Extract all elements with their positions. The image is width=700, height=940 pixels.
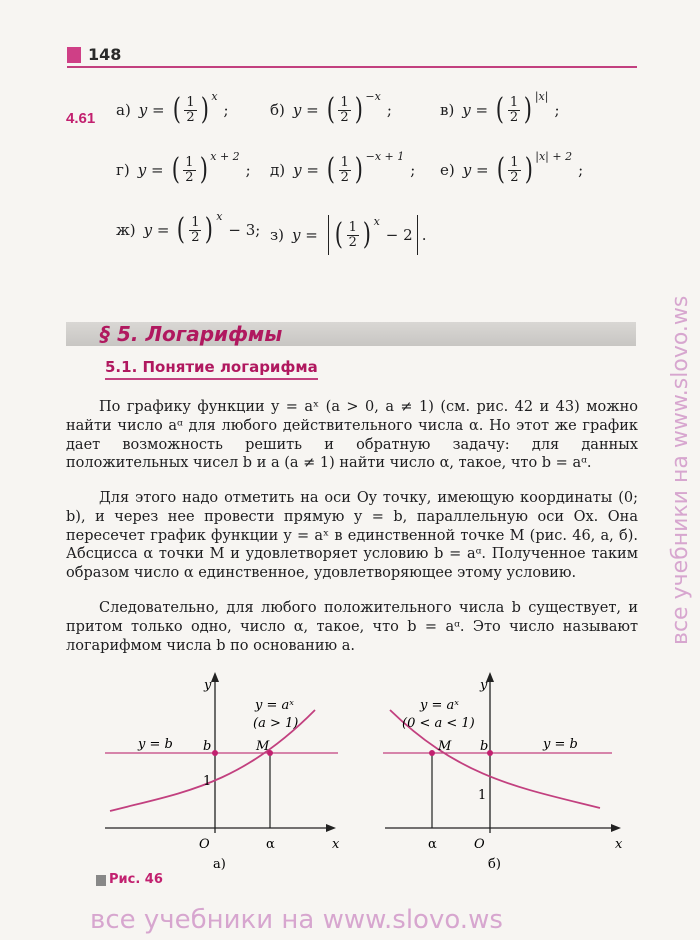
figure-46 [100,668,640,873]
page-marker [67,47,81,63]
m-label: M [438,739,452,754]
alpha-label: α [428,837,437,852]
x-arrow-icon [326,824,336,832]
paren: ( [326,152,335,187]
abs-bar [328,215,329,255]
paren: ) [205,212,214,247]
y-eq: y = [293,161,319,179]
abs-bar [417,215,418,255]
caption-a: а) [213,857,226,872]
fraction: 1 2 [348,219,357,250]
item-tail: ; [386,101,392,119]
exercise-number: 4.61 [66,110,96,127]
item-tail: ; [578,161,584,179]
exercise-item [116,89,229,127]
item-label: д) [270,161,286,179]
exponent: −x [365,89,381,103]
paren: ( [326,92,335,127]
paren: ) [362,217,371,252]
caption-b: б) [488,857,501,872]
figure-marker [96,875,106,886]
b-label: b [480,739,489,754]
item-label: б) [270,101,285,119]
m-label: M [256,739,270,754]
paren: ( [495,92,505,127]
item-tail: − 2 [385,226,413,244]
exercise-item [440,89,560,127]
paren: ) [199,152,208,187]
item-label: а) [116,101,131,119]
b-label: b [203,739,212,754]
fraction: 1 2 [186,94,195,125]
y-eq: y = [292,226,318,244]
cond-label: (0 < a < 1) [402,716,475,731]
item-label: ж) [116,221,136,239]
one-label: 1 [478,788,487,803]
exponent: |x| [534,89,549,103]
exercise-item [270,149,416,187]
header-rule [67,66,637,68]
exercise-item [440,149,584,187]
origin-label: O [199,837,210,852]
item-label: з) [270,226,285,244]
graph-b [383,672,623,872]
fraction: 1 2 [185,154,194,185]
paren: ) [354,152,363,187]
section-title: § 5. Логарифмы [100,322,283,346]
graph-a [105,672,340,872]
exponent: x + 2 [210,149,240,163]
item-tail: ; [223,101,229,119]
page-number: 148 [88,45,122,64]
exercise-item [270,89,392,127]
exponent: x [216,209,223,223]
fraction: 1 2 [340,154,349,185]
paren: ) [524,152,533,187]
paren: ( [177,212,186,247]
item-label: г) [116,161,130,179]
figure-label: Рис. 46 [109,872,163,887]
item-tail: ; [410,161,416,179]
side-watermark: все учебники на www.slovo.ws [668,295,693,645]
x-label: x [615,837,623,852]
fraction: 1 2 [509,94,519,125]
func-label: y = aˣ [420,698,459,713]
exponent: −x + 1 [365,149,405,163]
x-label: x [332,837,340,852]
exponent: x [211,89,218,103]
exercise-item: з) y = ( 1 2 ) x − 2 . [270,215,426,255]
subsection-title: 5.1. Понятие логарифма [105,358,318,380]
exponent: x [373,214,380,228]
origin-label: O [474,837,485,852]
point-m [429,750,435,756]
paren: ( [172,92,181,127]
fraction: 1 2 [510,154,519,185]
item-tail: ; [245,161,251,179]
paren: ( [496,152,505,187]
paren: ( [334,217,343,252]
paren: ) [354,92,363,127]
alpha-label: α [266,837,275,852]
y-eq: y = [137,161,164,179]
line-label: y = b [543,737,578,752]
footer-watermark: все учебники на www.slovo.ws [90,905,503,935]
y-eq: y = [462,161,489,179]
item-label: в) [440,101,455,119]
y-eq: y = [462,101,489,119]
y-eq: y = [143,221,170,239]
y-eq: y = [138,101,165,119]
item-tail: ; [554,101,560,119]
x-arrow-icon [611,824,621,832]
paragraph-1: По графику функции y = aˣ (a > 0, a ≠ 1) (см. рис. 42 и 43) можно найти число aᵅ для любого действительного числа α. Но этот же график дает возможность решить и обратную задачу: для данных положительных чисел b и a (a ≠ 1) найти число α, такое, что b = aᵅ. [66,399,638,472]
item-tail: − 3; [228,221,261,239]
exponent: |x| + 2 [535,149,573,163]
exercise-item [116,149,251,187]
y-eq: y = [292,101,319,119]
fraction: 1 2 [340,94,349,125]
func-label: y = aˣ [255,698,294,713]
y-label: y [480,678,488,693]
item-label: е) [440,161,455,179]
line-label: y = b [138,737,173,752]
fraction: 1 2 [191,214,200,245]
cond-label: (a > 1) [253,716,299,731]
paren: ) [200,92,209,127]
exercise-item [116,209,261,247]
y-label: y [204,678,212,693]
paren: ) [523,92,533,127]
paragraph-2: Для этого надо отметить на оси Oy точку, имеющую координаты (0; b), и через нее провести прямую y = b, параллельную оси Ox. Она пересечет график функции y = aˣ в единственной точке M (рис. 46, a, б). Абсцисса α точки M и удовлетворяет условию b = aᵅ. Полученное таким образом число α единственное, удовлетворяющее этому условию. [66,490,638,582]
point-b [212,750,218,756]
y-arrow-icon [211,672,219,682]
paragraph-3: Следовательно, для любого положительного числа b существует, и притом только одно, число α, такое, что b = aᵅ. Это число называют логарифмом числа b по основанию a. [66,600,638,654]
one-label: 1 [203,774,212,789]
paren: ( [171,152,180,187]
